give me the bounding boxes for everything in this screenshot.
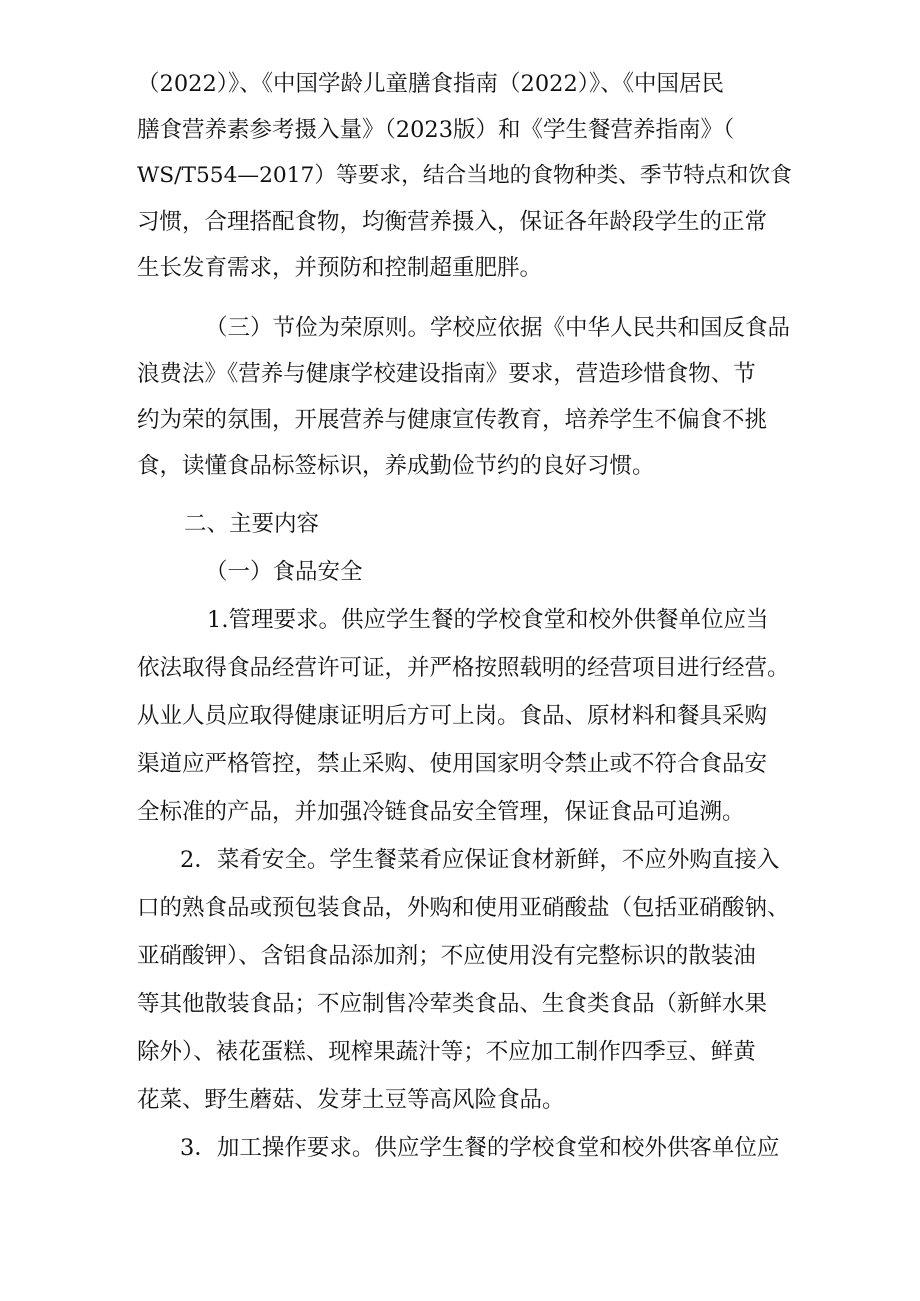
text-line: 习惯，合理搭配食物，均衡营养摄入，保证各年龄段学生的正常 — [137, 209, 768, 235]
text-line: 约为荣的氛围，开展营养与健康宣传教育，培养学生不偏食不挑 — [137, 407, 768, 433]
text-line: 2．菜肴安全。学生餐菜肴应保证食材新鲜，不应外购直接入 — [180, 847, 780, 873]
text-line: 膳食营养素参考摄入量》（2023版）和《学生餐营养指南》（ — [137, 117, 735, 143]
text-line: （2022）》、《中国学龄儿童膳食指南（2022）》、《中国居民 — [137, 71, 725, 97]
text-line: 依法取得食品经营许可证，并严格按照载明的经营项目进行经营。 — [137, 655, 790, 681]
text-line: 浪费法》《营养与健康学校建设指南》要求，营造珍惜食物、节 — [137, 361, 756, 387]
section-heading: （三）节俭为荣原则。学校应依据《中华人民共和国反食品 — [205, 315, 791, 341]
text-line: 3．加工操作要求。供应学生餐的学校食堂和校外供客单位应 — [180, 1135, 780, 1161]
text-line: WS/T554—2017）等要求，结合当地的食物种类、季节特点和饮食 — [137, 163, 792, 188]
text-line: 除外）、裱花蛋糕、现榨果蔬汁等；不应加工制作四季豆、鲜黄 — [137, 1039, 756, 1065]
text-line: 全标准的产品，并加强冷链食品安全管理，保证食品可追溯。 — [137, 799, 745, 825]
text-line: 亚硝酸钾）、含铝食品添加剂；不应使用没有完整标识的散装油 — [137, 943, 756, 969]
text-line: 生长发育需求，并预防和控制超重肥胖。 — [137, 255, 543, 281]
text-line: 口的熟食品或预包装食品，外购和使用亚硝酸盐（包括亚硝酸钠、 — [137, 895, 790, 921]
section-heading: （一）食品安全 — [205, 559, 363, 585]
chapter-heading: 二、主要内容 — [184, 511, 320, 537]
text-line: 食，读懂食品标签标识，养成勤俭节约的良好习惯。 — [137, 453, 655, 479]
text-line: 等其他散装食品；不应制售冷荤类食品、生食类食品（新鲜水果 — [137, 991, 768, 1017]
text-line: 1.管理要求。供应学生餐的学校食堂和校外供餐单位应当 — [207, 607, 769, 633]
text-line: 从业人员应取得健康证明后方可上岗。食品、原材料和餐具采购 — [137, 703, 768, 729]
text-line: 花菜、野生蘑菇、发芽土豆等高风险食品。 — [137, 1087, 565, 1113]
text-line: 渠道应严格管控，禁止采购、使用国家明令禁止或不符合食品安 — [137, 751, 768, 777]
